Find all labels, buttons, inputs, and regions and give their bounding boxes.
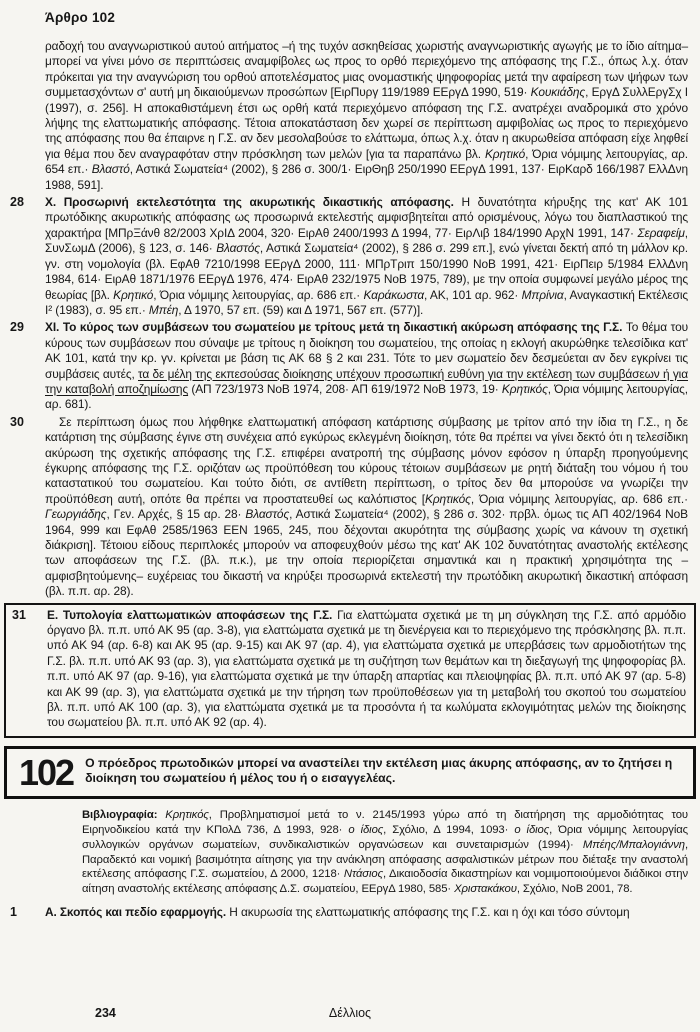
running-title-author: Δέλλιος (328, 1006, 372, 1020)
paragraph-block (10, 905, 688, 920)
margin-number: 1 (10, 904, 17, 919)
paragraph-text: ΧΙ. Το κύρος των συμβάσεων του σωματείου με τρίτους μετά τη δικαστική ακύρωση απόφασης της Γ.Σ. Το θέμα του κύρους των συμβάσεων που σύναψε με τρίτους η διοίκηση του σωματείου, της οποίας η εκλογή ακυρώθηκε τελεσίδικα κατ' ΑΚ 101, κατά την κρ. γν. κρίνεται με βάση τις ΑΚ 68 § 2 και 231. Τότε το μεν σωματείο δεν δεσμεύεται αν δεν εγκρίνει τις συμβάσεις αυτές, τα δε μέλη της εκπεσούσας διοίκησης υπέχουν προσωπική ευθύνη για την εκτέλεση των συμβάσεων ή για την καταβολή αποζημίωσης (ΑΠ 723/1973 ΝοΒ 1974, 208· ΑΠ 619/1972 ΝοΒ 1973, 19· Κρητικός, Όρια νόμιμης λειτουργίας, αρ. 681). (45, 320, 688, 412)
page-footer (0, 1006, 700, 1022)
paragraph-block (10, 39, 688, 193)
paragraph-text: Σε περίπτωση όμως που λήφθηκε ελαττωματική απόφαση κατάρτισης σύμβασης με τρίτον από την ίδια τη Γ.Σ., η δε κατάρτιση της σύμβασης έγινε στη συνέχεια από εγκύρως εκλεγμένη διοίκηση, τότε θα πρέπει να γίνει δεκτό ότι η τελεσίδικη ακύρωση της σχετικής απόφασης της Γ.Σ. επιφέρει ανατροπή της σύμβασης μόνον εφόσον η ύπαρξη προηγούμενης έγκυρης απόφασης της Γ.Σ. οριζόταν ως προϋπόθεση του κύρους τέτοιων συμβάσεων με ρητή διάταξη του νόμου ή του καταστατικού του σωματείου. Και τούτο διότι, σε αντίθετη περίπτωση, ο τρίτος δεν θα μπορούσε να γνωρίζει την προϋπόθεση αυτή, οπότε θα πρέπει να προστατευθεί ως καλόπιστος [Κρητικός, Όρια νόμιμης λειτουργίας, αρ. 686 επ.· Γεωργιάδης, Γεν. Αρχές, § 15 αρ. 28· Βλαστός, Αστικά Σωματεία⁴ (2002), § 286 σ. 302· πρβλ. όμως τις ΑΠ 402/1964 ΝοΒ 1964, 999 και ΕφΑθ 2585/1963 ΕΕΝ 1965, 245, που δέχονται ακυρότητα της σύμβασης χωρίς να κάνουν τη σχετική διάκριση]. Τέτοιου είδους περιπλοκές μπορούν να αποφευχθούν μέσω της κατ' ΑΚ 102 δυνατότητας αναστολής εκτέλεσης των αποφάσεων της Γ.Σ. (βλ. π.κ.), με την οποία περιορίζεται σημαντικά και η πρακτική χρησιμότητα της –αμφισβητούμενης– ευχέρειας του δικαστή να κηρύξει προσωρινά εκτελεστή την πρωτόδικη ακυρωτική δικαστική απόφαση (βλ. π.π. αρ. 28). (45, 414, 688, 599)
page-number: 234 (95, 1006, 116, 1020)
paragraph-block (12, 608, 686, 731)
paragraph-text: Α. Σκοπός και πεδίο εφαρμογής. Η ακυρωσία της ελαττωματικής απόφασης της Γ.Σ. και η όχι και τόσο σύντομη (45, 904, 630, 919)
article-header: Άρθρο 102 (45, 10, 116, 25)
highlighted-section-box (4, 603, 696, 738)
statute-article-number: 102 (19, 751, 74, 793)
paragraph-block (10, 195, 688, 318)
paragraph-text: ραδοχή του αναγνωριστικού αυτού αιτήματος –ή της τυχόν ασκηθείσας χωριστής αναγνωριστικής αγωγής με το ίδιο αίτημα– μπορεί να γίνει μόνο σε περιπτώσεις αναμφίβολες ως προς το ορθό περιεχόμενο της απόφασης της Γ.Σ., όπως λ.χ. όταν πρόκειται για την αναγνώριση του ορθού αποτελέσματος μιας ονομαστικής ψηφοφορίας μετά την αφαίρεση των ψήφων των συμμετασχόντων σ' αυτή μη δικαιούμενων προσώπων [ΕιρΠυργ 119/1989 ΕΕργΔ 1990, 519· Κουκιάδης, ΕργΔ ΣυλλΕργΣχ Ι (1997), σ. 256]. Η αποκαθιστάμενη έτσι ως ορθή κατά περιεχόμενο απόφαση της Γ.Σ. ανατρέχει αναδρομικά στο χρόνο λήψης της ελαττωματικής απόφασης. Τέτοια αποκατάσταση δεν χωρεί σε περίπτωση αμφιβολίας ως προς το περιεχόμενο της απόφασης που θα έπαιρνε η Γ.Σ. αν δεν μεσολαβούσε το ελάττωμα, όπως λ.χ. όταν η ακυρωθείσα απόφαση είχε ληφθεί για θέμα που δεν αναγραφόταν στην πρόσκληση των μελών [για τα παραπάνω βλ. Κρητικό, Όρια νόμιμης λειτουργίας, αρ. 654 επ.· Βλαστό, Αστικά Σωματεία⁴ (2002), § 286 σ. 300/1· ΕιρΘηβ 250/1990 ΕΕργΔ 1991, 137· ΕιρΚαρδ 166/1987 ΕλλΔνη 1988, 591]. (45, 39, 688, 192)
bibliography: Βιβλιογραφία: Κρητικός, Προβληματισμοί μετά το ν. 2145/1993 γύρω από τη διατήρηση της αρμοδιότητας του Ειρηνοδικείου κατά την ΚΠολΔ 736, Δ 1993, 928· ο ίδιος, Σχόλιο, Δ 1994, 1093· ο ίδιος, Όρια νόμιμης λειτουργίας συλλογικών οργάνων σωματείων, συνδικαλιστικών οργανώσεων και συνεταιρισμών (1994)· Μπέης/Μπαλογιάννη, Παραδεκτό και νομική βασιμότητα αίτησης για την ανάκληση απόφασης ασφαλιστικών μέτρων που διέταξε την αναστολή εκτέλεσης απόφασης Γ.Σ. σωματείου, Δ 2000, 1218· Ντάσιος, Δικαιοδοσία δικαστηρίων και νομιμοποιούμενοι διάδικοι στην αίτηση αναστολής εκτέλεσης απόφασης Δ.Σ. σωματείου, ΕΕργΔ 1980, 585· Χριστακάκου, Σχόλιο, ΝοΒ 2001, 78. (82, 809, 689, 895)
statute-article-box (4, 746, 696, 800)
statute-article-text: Ο πρόεδρος πρωτοδικών μπορεί να αναστείλει την εκτέλεση μιας άκυρης απόφασης, αν το ζητήσει η διοίκηση του σωματείου ή μέλος του ή ο εισαγγελέας. (85, 755, 673, 786)
margin-number: 30 (10, 414, 24, 429)
paragraph-block (10, 415, 688, 600)
paragraph-text: Ε. Τυπολογία ελαττωματικών αποφάσεων της Γ.Σ. Για ελαττώματα σχετικά με τη μη σύγκληση της Γ.Σ. από αρμόδιο όργανο βλ. π.π. υπό ΑΚ 95 (αρ. 3-8), για ελαττώματα σχετικά με τη διενέργεια και το περιεχόμενο της πρόσκλησης βλ. π.π. υπό ΑΚ 94 (αρ. 6-8) και ΑΚ 95 (αρ. 9-15) και ΑΚ 97 (αρ. 4), για ελαττώματα σχετικά με υπερβάσεις των αρμοδιοτήτων της Γ.Σ. βλ. π.π. υπό ΑΚ 93 (αρ. 3), για ελαττώματα σχετικά με τη συζήτηση των θεμάτων και τη διεξαγωγή της ψηφοφορίας βλ. π.π. υπό ΑΚ 97 (αρ. 9-16), για ελαττώματα σχετικά με την ύπαρξη απαρτίας και πλειοψηφίας βλ. π.π. υπό ΑΚ 97 (αρ. 5-8) και ΑΚ 99 (αρ. 3), για ελαττώματα σχετικά με την τήρηση των προϋποθέσεων για τη μεταβολή του σκοπού του σωματείου βλ. π.π. υπό ΑΚ 100 (αρ. 3), για ελαττώματα σχετικά με τα προσόντα ή τα κωλύματα εκλογιμότητας μελών της διοίκησης του σωματείου βλ. π.π. υπό ΑΚ 92 (αρ. 4). (47, 607, 686, 730)
margin-number: 31 (12, 607, 26, 622)
margin-number: 28 (10, 195, 24, 210)
margin-number (10, 39, 45, 193)
margin-number: 29 (10, 320, 24, 335)
paragraph-block (10, 320, 688, 412)
paragraph-text: Χ. Προσωρινή εκτελεστότητα της ακυρωτικής δικαστικής απόφασης. Η δυνατότητα κήρυξης της κατ' ΑΚ 101 πρωτόδικης ακυρωτικής απόφασης ως προσωρινά εκτελεστής αμφισβητείται από ορισμένους, λόγω του διαπλαστικού της χαρακτήρα [ΜΠρΞάνθ 82/2003 ΧρΙΔ 2004, 320· ΕιρΑθ 2400/1993 Δ 1994, 77· ΕιρΛιβ 184/1990 ΑρχΝ 1991, 147· Σεραφείμ, ΣυνΣωμΔ (2006), § 123, σ. 146· Βλαστός, Αστικά Σωματεία⁴ (2002), § 286 σ. 299 επ.], ενώ γίνεται δεκτή από τη μάλλον κρ. γν. στη νομολογία (βλ. ΕφΑθ 7210/1998 ΕΕργΔ 2000, 111· ΜΠρΤριπ 150/1990 ΝοΒ 1991, 421· ΕιρΠειρ 5/1984 ΕλλΔνη 1984, 614· ΕιρΑθ 1871/1976 ΕΕργΔ 1976, 474· ΕιρΑθ 232/1975 ΝοΒ 1975, 789), με την οποία συμφωνεί μεγάλο μέρος της θεωρίας [βλ. Κρητικό, Όρια νόμιμης λειτουργίας, αρ. 686 επ.· Καράκωστα, ΑΚ, 101 αρ. 962· Μπρίνια, Αναγκαστική Εκτέλεσις Ι² (1983), σ. 95 επ.· Μπέη, Δ 1970, 57 επ. (59) και Δ 1971, 567 επ. (577)]. (45, 195, 688, 317)
